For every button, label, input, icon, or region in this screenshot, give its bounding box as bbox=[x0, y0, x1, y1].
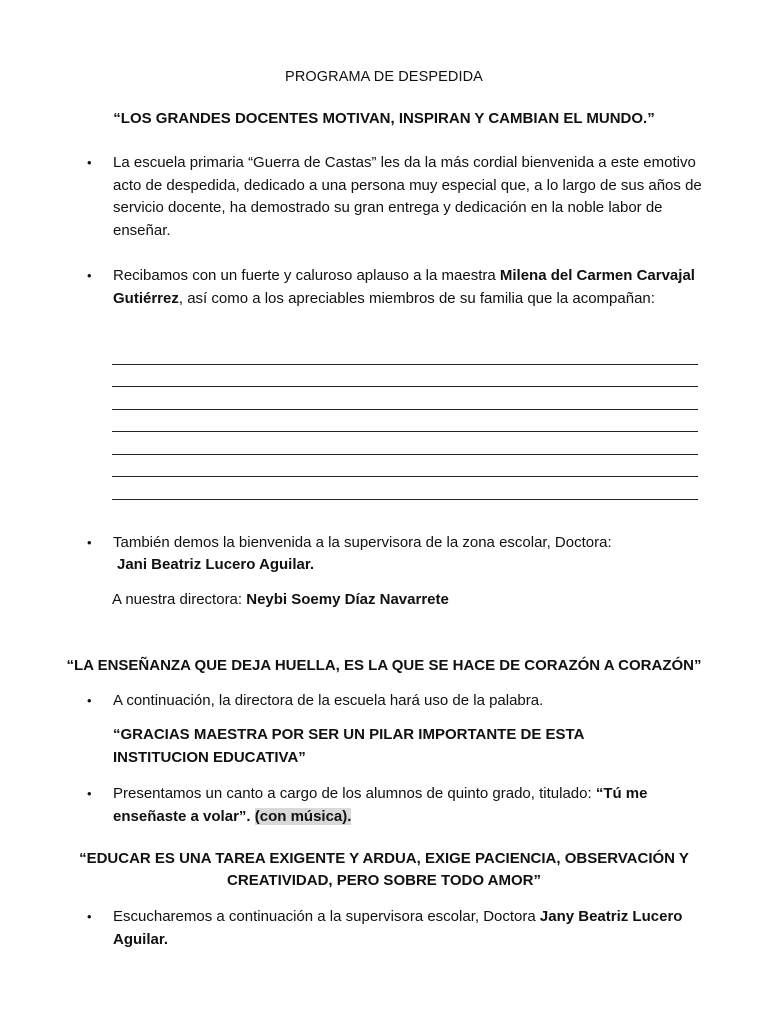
aplauso-text: Recibamos con un fuerte y caluroso aplauso a la maestra bbox=[113, 267, 500, 284]
quote-ensenanza: “LA ENSEÑANZA QUE DEJA HUELLA, ES LA QUE SE HACE DE CORAZÓN A CORAZÓN” bbox=[66, 657, 702, 674]
directora-line bbox=[112, 589, 449, 611]
blank-line bbox=[112, 455, 698, 478]
aplauso-text-end: , así como a los apreciables miembros de su familia que la acompañan: bbox=[178, 289, 655, 307]
directora-name: Neybi Soemy Díaz Navarrete bbox=[246, 591, 449, 608]
directora-label: A nuestra directora: bbox=[112, 591, 247, 608]
quote-educar: “EDUCAR ES UNA TAREA EXIGENTE Y ARDUA, EXIGE PACIENCIA, OBSERVACIÓN Y CREATIVIDAD, PERO SOBRE TODO AMOR” bbox=[79, 850, 689, 889]
paragraph-bienvenida: La escuela primaria “Guerra de Castas” les da la más cordial bienvenida a este emotivo acto de despedida, dedicado a una persona muy especial que, a lo largo de sus años de servicio docente, ha demostrado su gran entrega y dedicación en la noble labor de enseñar. bbox=[113, 154, 702, 239]
document-title: PROGRAMA DE DESPEDIDA bbox=[285, 69, 483, 85]
bullet-icon: • bbox=[87, 155, 92, 170]
paragraph-supervisora: También demos la bienvenida a la supervisora de la zona escolar, Doctora: bbox=[113, 534, 612, 551]
blank-line bbox=[112, 342, 698, 365]
paragraph-canto bbox=[113, 783, 703, 828]
bullet-icon: • bbox=[87, 535, 92, 550]
bullet-icon: • bbox=[87, 268, 92, 283]
bullet-icon: • bbox=[87, 786, 92, 801]
bullet-icon: • bbox=[87, 909, 92, 924]
paragraph-directora-palabra: A continuación, la directora de la escuela hará uso de la palabra. bbox=[113, 692, 544, 709]
quote-docentes: “LOS GRANDES DOCENTES MOTIVAN, INSPIRAN Y CAMBIAN EL MUNDO.” bbox=[113, 110, 655, 127]
song-title: “Tú me enseñaste a volar” bbox=[113, 785, 648, 825]
teacher-name: Milena del Carmen Carvajal Gutiérrez bbox=[113, 267, 695, 307]
supervisora-escolar-name: Jany Beatriz Lucero Aguilar. bbox=[113, 908, 683, 948]
blank-line bbox=[112, 410, 698, 433]
music-note: (con música). bbox=[254, 807, 352, 825]
blank-line bbox=[112, 477, 698, 500]
supervisora-escolar-text: Escucharemos a continuación a la supervisora escolar, Doctora bbox=[113, 908, 540, 925]
paragraph-supervisora-escolar bbox=[113, 906, 703, 951]
song-dot: . bbox=[246, 807, 255, 825]
supervisora-name: Jani Beatriz Lucero Aguilar. bbox=[117, 556, 314, 573]
canto-text: Presentamos un canto a cargo de los alumnos de quinto grado, titulado: bbox=[113, 785, 596, 802]
blank-line bbox=[112, 365, 698, 388]
paragraph-aplauso bbox=[113, 265, 703, 310]
blank-lines bbox=[112, 342, 698, 500]
quote-gracias-maestra: “GRACIAS MAESTRA POR SER UN PILAR IMPORTANTE DE ESTA INSTITUCION EDUCATIVA” bbox=[113, 726, 584, 766]
bullet-icon: • bbox=[87, 693, 92, 708]
blank-line bbox=[112, 387, 698, 410]
blank-line bbox=[112, 432, 698, 455]
